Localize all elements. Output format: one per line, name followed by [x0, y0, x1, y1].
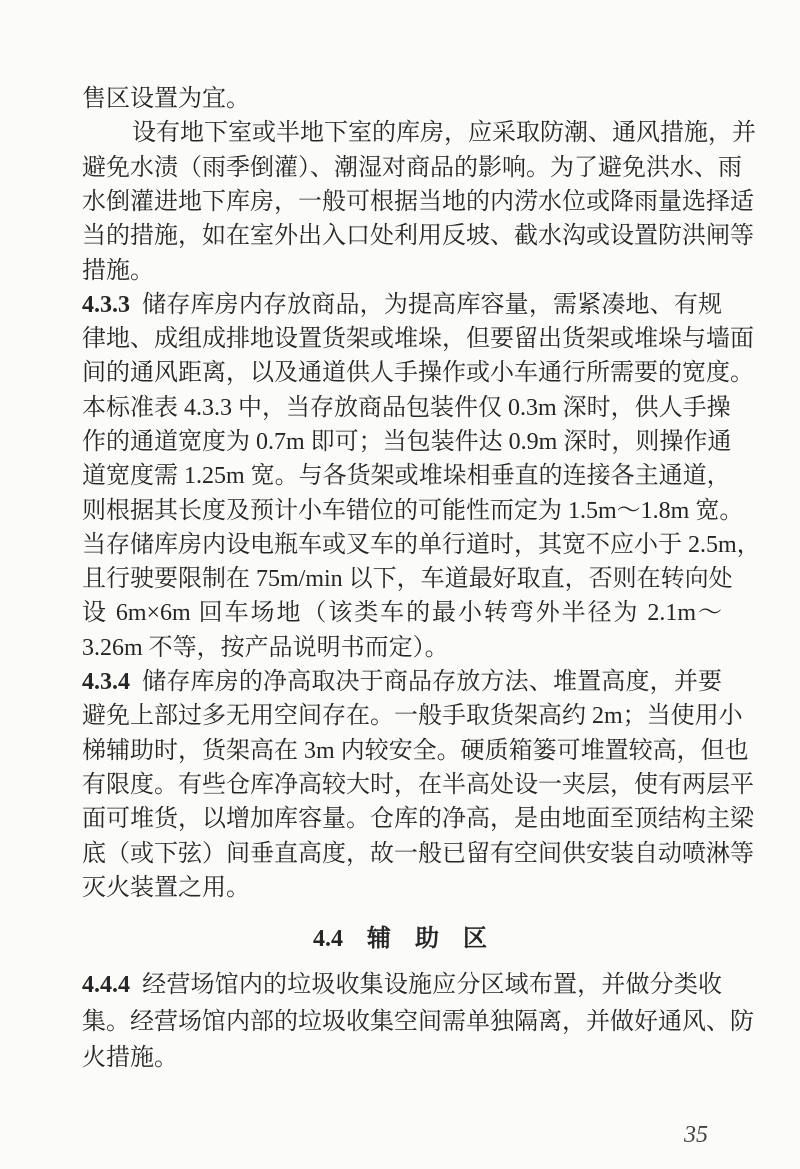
text: 经营场馆内的垃圾收集设施应分区域布置，并做分类收 [142, 972, 722, 998]
text-line: 售区设置为宜。 [82, 86, 250, 112]
text-line: 火措施。 [82, 1045, 178, 1071]
text-line: 梯辅助时，货架高在 3m 内较安全。硬质箱篓可堆置较高，但也 [82, 738, 749, 764]
text-line: 当的措施，如在室外出入口处利用反坡、截水沟或设置防洪闸等 [82, 223, 754, 249]
text-line: 3.26m 不等，按产品说明书而定）。 [82, 635, 449, 661]
text-line: 设 6m×6m 回车场地（该类车的最小转弯外半径为 2.1m～ [82, 600, 722, 626]
text-line: 作的通道宽度为 0.7m 即可；当包装件达 0.9m 深时，则操作通 [82, 429, 732, 455]
section-number: 4.4 [313, 926, 343, 952]
text-line: 避免上部过多无用空间存在。一般手取货架高约 2m；当使用小 [82, 703, 743, 729]
text: 储存库房内存放商品，为提高库容量，需紧凑地、有规 [142, 292, 722, 318]
clause-number: 4.4.4 [82, 972, 130, 998]
text-line: 律地、成组成排地设置货架或堆垛，但要留出货架或堆垛与墙面 [82, 326, 754, 352]
clause-4-3-4-first-line [82, 667, 722, 697]
clause-number: 4.3.4 [82, 669, 130, 695]
text-line: 则根据其长度及预计小车错位的可能性而定为 1.5m～1.8m 宽。 [82, 498, 744, 524]
text-line: 有限度。有些仓库净高较大时，在半高处设一夹层，使有两层平 [82, 772, 754, 798]
text-line: 当存储库房内设电瓶车或叉车的单行道时，其宽不应小于 2.5m， [82, 532, 761, 558]
text-line: 措施。 [82, 258, 154, 284]
heading-char: 辅 [367, 926, 391, 952]
heading-char: 助 [415, 926, 439, 952]
text-line: 灭火装置之用。 [82, 875, 250, 901]
page-number: 35 [684, 1122, 708, 1148]
text-line: 设有地下室或半地下室的库房，应采取防潮、通风措施，并 [132, 120, 756, 146]
text-line: 道宽度需 1.25m 宽。与各货架或堆垛相垂直的连接各主通道， [82, 463, 731, 489]
text-line: 本标准表 4.3.3 中，当存放商品包装件仅 0.3m 深时，供人手操 [82, 395, 731, 421]
text-line: 底（或下弦）间垂直高度，故一般已留有空间供安装自动喷淋等 [82, 841, 754, 867]
clause-4-4-4-first-line [82, 970, 722, 1000]
text-line: 集。经营场馆内部的垃圾收集空间需单独隔离，并做好通风、防 [82, 1009, 754, 1035]
section-heading [0, 924, 800, 954]
text-line: 面可堆货，以增加库容量。仓库的净高，是由地面至顶结构主梁 [82, 806, 754, 832]
clause-4-3-3-first-line [82, 290, 722, 320]
clause-number: 4.3.3 [82, 292, 130, 318]
heading-char: 区 [463, 926, 487, 952]
text-line: 间的通风距离，以及通道供人手操作或小车通行所需要的宽度。 [82, 360, 754, 386]
text-line: 避免水渍（雨季倒灌）、潮湿对商品的影响。为了避免洪水、雨 [82, 155, 742, 181]
text-line: 水倒灌进地下库房，一般可根据当地的内涝水位或降雨量选择适 [82, 189, 754, 215]
text: 储存库房的净高取决于商品存放方法、堆置高度，并要 [142, 669, 722, 695]
text-line: 且行驶要限制在 75m/min 以下，车道最好取直，否则在转向处 [82, 566, 733, 592]
